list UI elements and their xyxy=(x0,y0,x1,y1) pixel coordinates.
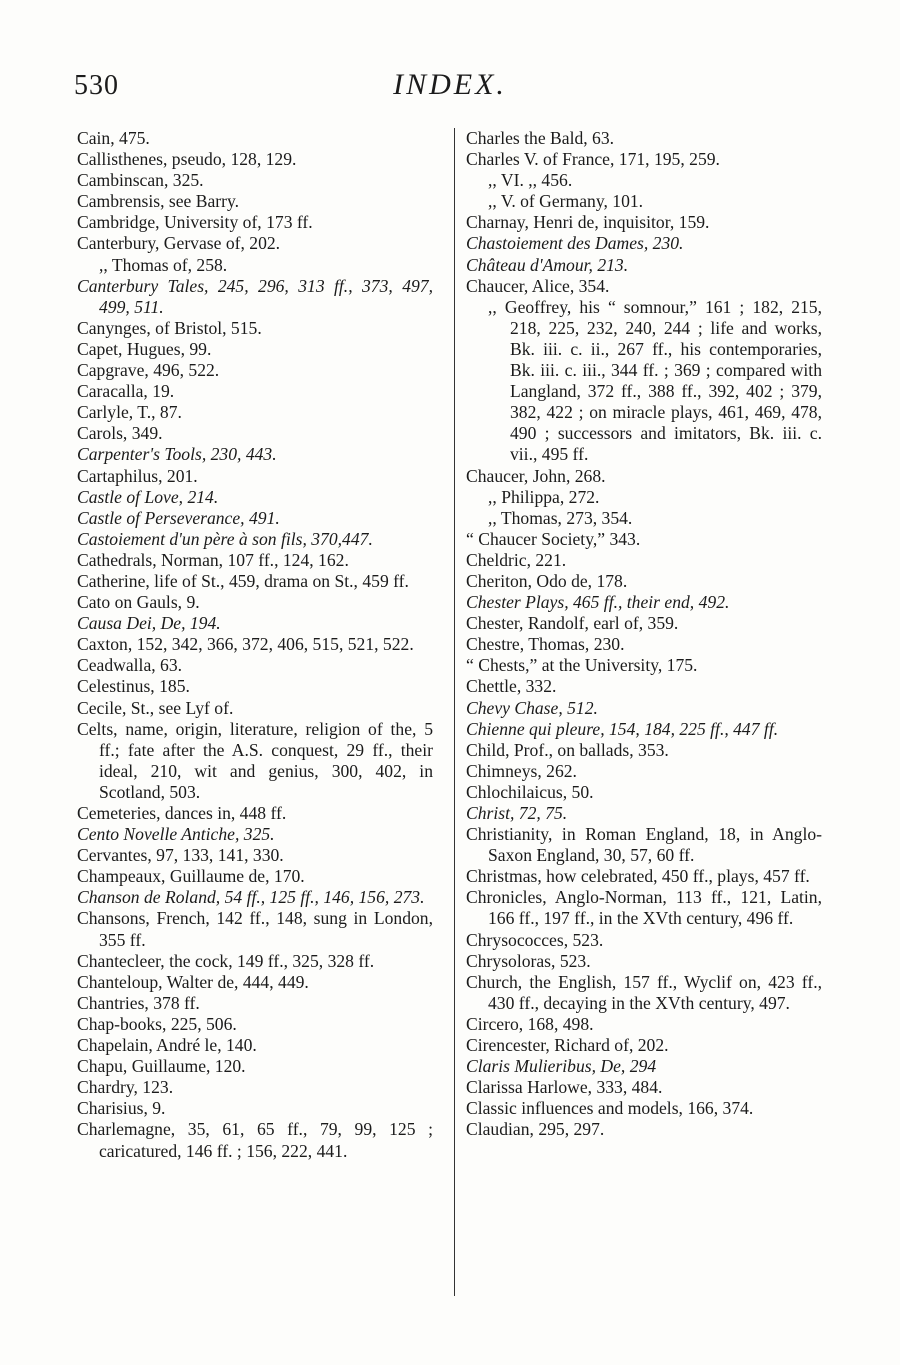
index-entry: Cemeteries, dances in, 448 ff. xyxy=(77,803,287,823)
index-entry: Causa Dei, De, 194. xyxy=(77,613,221,634)
index-entry: Cambridge, University of, 173 ff. xyxy=(77,212,313,233)
column-divider xyxy=(454,128,455,1296)
index-entry: Castoiement d'un père à son fils, 370,447. xyxy=(77,528,373,549)
index-entry: ,, VI. ,, 456. xyxy=(488,170,573,191)
index-entry: Chevy Chase, 512. xyxy=(466,697,598,718)
index-entry: Carlyle, T., 87. xyxy=(77,402,182,423)
index-entry: Champeaux, Guillaume de, 170. xyxy=(77,866,305,887)
index-entry: Clarissa Harlowe, 333, 484. xyxy=(466,1077,663,1098)
index-entry: Caracalla, 19. xyxy=(77,381,175,402)
index-entry: Cheriton, Odo de, 178. xyxy=(466,570,628,591)
index-entry: Chester, Randolf, earl of, 359. xyxy=(466,613,679,634)
index-entry: Callisthenes, pseudo, 128, 129. xyxy=(77,149,297,170)
index-entry: Caxton, 152, 342, 366, 372, 406, 515, 521, 522. xyxy=(77,634,414,655)
index-entry: Charles the Bald, 63. xyxy=(466,128,615,148)
index-entry: Celestinus, 185. xyxy=(77,676,190,697)
index-entry: Chastoiement des Dames, 230. xyxy=(466,233,684,254)
index-entry: Chimneys, 262. xyxy=(466,760,577,781)
index-entry: Charlemagne, 35, 61, 65 ff., 79, 99, 125 ; caricatured, 146 ff. ; 156, 222, 441. xyxy=(77,1119,433,1161)
index-entry: Claris Mulieribus, De, 294 xyxy=(466,1056,657,1077)
index-entry: Ceadwalla, 63. xyxy=(77,655,183,676)
index-entry: Christ, 72, 75. xyxy=(466,803,568,823)
index-entry: Cambrensis, see Barry. xyxy=(77,191,240,212)
index-entry: Castle of Love, 214. xyxy=(77,486,219,507)
index-entry: ,, Thomas, 273, 354. xyxy=(488,507,633,528)
index-entry: Charles V. of France, 171, 195, 259. xyxy=(466,149,720,170)
index-entry: “ Chaucer Society,” 343. xyxy=(466,528,641,549)
index-entry: “ Chests,” at the University, 175. xyxy=(466,655,698,676)
index-entry: Chrysoloras, 523. xyxy=(466,950,591,971)
index-entry: Capet, Hugues, 99. xyxy=(77,338,212,359)
index-entry: Chansons, French, 142 ff., 148, sung in London, 355 ff. xyxy=(77,908,433,950)
index-entry: Capgrave, 496, 522. xyxy=(77,360,220,381)
index-entry: Chrysococces, 523. xyxy=(466,929,604,950)
index-entry: Cambinscan, 325. xyxy=(77,170,204,191)
index-entry: Chienne qui pleure, 154, 184, 225 ff., 447 ff. xyxy=(466,718,779,739)
index-column-right xyxy=(466,128,822,1141)
index-entry: Chapu, Guillaume, 120. xyxy=(77,1056,246,1077)
index-entry: Canterbury Tales, 245, 296, 313 ff., 373, 497, 499, 511. xyxy=(77,275,433,317)
index-entry: Chlochilaicus, 50. xyxy=(466,781,594,802)
index-entry: Circero, 168, 498. xyxy=(466,1013,594,1034)
index-entry: Chaucer, Alice, 354. xyxy=(466,275,610,296)
index-entry: Cain, 475. xyxy=(77,128,150,148)
index-entry: Chardry, 123. xyxy=(77,1077,174,1098)
index-entry: Chestre, Thomas, 230. xyxy=(466,634,625,655)
index-entry: Christianity, in Roman England, 18, in Anglo-Saxon England, 30, 57, 60 ff. xyxy=(466,824,822,866)
index-entry: Charnay, Henri de, inquisitor, 159. xyxy=(466,212,710,233)
index-entry: Cervantes, 97, 133, 141, 330. xyxy=(77,845,284,866)
index-entry: Church, the English, 157 ff., Wyclif on, 423 ff., 430 ff., decaying in the XVth century, 497. xyxy=(466,971,822,1013)
page-number: 530 xyxy=(74,70,119,101)
index-entry: Chaucer, John, 268. xyxy=(466,465,606,486)
index-entry: Chettle, 332. xyxy=(466,676,557,697)
index-entry: Christmas, how celebrated, 450 ff., plays, 457 ff. xyxy=(466,866,810,887)
index-entry: Canynges, of Bristol, 515. xyxy=(77,317,262,338)
index-column-left xyxy=(77,128,433,1162)
index-entry: Cathedrals, Norman, 107 ff., 124, 162. xyxy=(77,549,349,570)
index-entry: Cato on Gauls, 9. xyxy=(77,592,200,613)
index-entry: Child, Prof., on ballads, 353. xyxy=(466,739,669,760)
page-title: INDEX. xyxy=(393,68,507,101)
index-entry: Chantries, 378 ff. xyxy=(77,992,200,1013)
index-entry: Classic influences and models, 166, 374. xyxy=(466,1098,754,1119)
index-entry: Chantecleer, the cock, 149 ff., 325, 328 ff. xyxy=(77,950,375,971)
index-entry: ,, Geoffrey, his “ somnour,” 161 ; 182, 215, 218, 225, 232, 240, 244 ; life and works, Bk. iii. c. ii., 267 ff., his contemporaries, Bk. iii. c. iii., 344 ff. ; 369 ; compared with Langland, 372 ff., 388 ff., 392, 402 ; 379, 382, 422 ; on miracle plays, 461, 469, 478, 490 ; successors and imitators, Bk. iii. c. vii., 495 ff. xyxy=(488,296,822,465)
index-entry: Cirencester, Richard of, 202. xyxy=(466,1035,669,1056)
index-entry: Charisius, 9. xyxy=(77,1098,166,1119)
index-entry: Celts, name, origin, literature, religion of the, 5 ff.; fate after the A.S. conquest, 29 ff., their ideal, 210, wit and genius, 300, 402, in Scotland, 503. xyxy=(77,718,433,802)
index-entry: ,, V. of Germany, 101. xyxy=(488,191,644,212)
index-entry: ,, Philippa, 272. xyxy=(488,486,600,507)
index-entry: Cheldric, 221. xyxy=(466,549,567,570)
index-entry: Castle of Perseverance, 491. xyxy=(77,507,280,528)
index-entry: Cartaphilus, 201. xyxy=(77,465,198,486)
index-entry: Catherine, life of St., 459, drama on St., 459 ff. xyxy=(77,570,409,591)
index-entry: Carpenter's Tools, 230, 443. xyxy=(77,444,277,465)
index-entry: Chanteloup, Walter de, 444, 449. xyxy=(77,971,309,992)
index-entry: ,, Thomas of, 258. xyxy=(99,254,228,275)
index-entry: Chap-books, 225, 506. xyxy=(77,1013,237,1034)
index-entry: Claudian, 295, 297. xyxy=(466,1119,605,1140)
index-entry: Cento Novelle Antiche, 325. xyxy=(77,824,275,845)
index-entry: Chanson de Roland, 54 ff., 125 ff., 146, 156, 273. xyxy=(77,887,425,908)
index-entry: Château d'Amour, 213. xyxy=(466,254,629,275)
index-entry: Carols, 349. xyxy=(77,423,163,444)
index-entry: Chester Plays, 465 ff., their end, 492. xyxy=(466,592,730,613)
index-entry: Chapelain, André le, 140. xyxy=(77,1035,257,1056)
index-entry: Cecile, St., see Lyf of. xyxy=(77,697,234,718)
index-entry: Chronicles, Anglo-Norman, 113 ff., 121, Latin, 166 ff., 197 ff., in the XVth century, 496 ff. xyxy=(466,887,822,929)
index-entry: Canterbury, Gervase of, 202. xyxy=(77,233,281,254)
